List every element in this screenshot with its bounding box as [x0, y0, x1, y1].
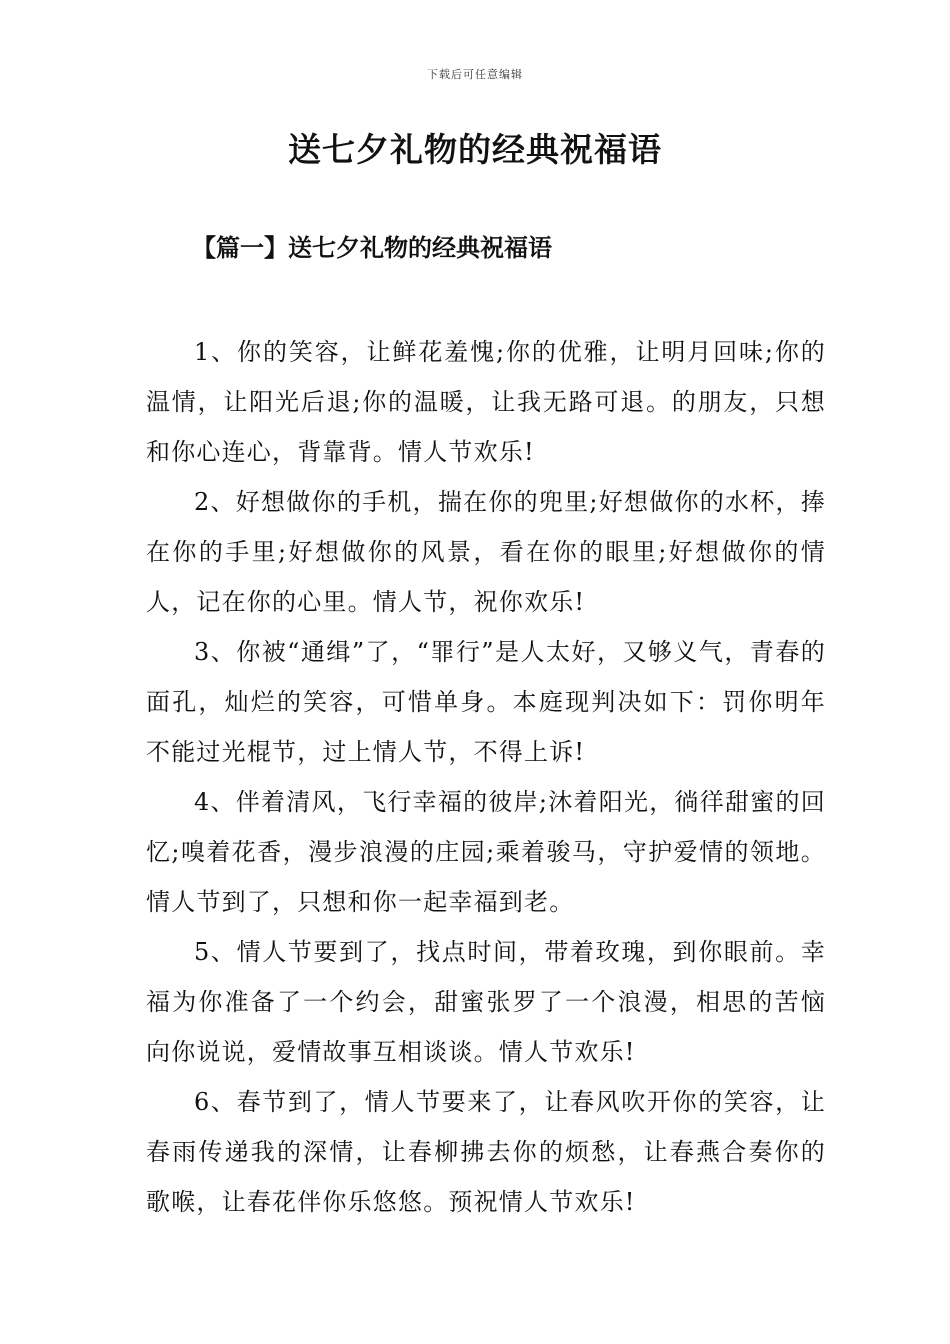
section-heading: 【篇一】送七夕礼物的经典祝福语 — [192, 233, 552, 262]
paragraph-5: 5、情人节要到了，找点时间，带着玫瑰，到你眼前。幸福为你准备了一个约会，甜蜜张罗了一个浪漫，相思的苦恼向你说说，爱情故事互相谈谈。情人节欢乐! — [146, 938, 826, 1066]
paragraph-1: 1、你的笑容，让鲜花羞愧;你的优雅，让明月回味;你的温情，让阳光后退;你的温暖，让我无路可退。的朋友，只想和你心连心，背靠背。情人节欢乐! — [146, 338, 826, 466]
paragraph-4: 4、伴着清风，飞行幸福的彼岸;沐着阳光，徜徉甜蜜的回忆;嗅着花香，漫步浪漫的庄园;乘着骏马，守护爱情的领地。情人节到了，只想和你一起幸福到老。 — [146, 788, 826, 916]
document-title: 送七夕礼物的经典祝福语 — [288, 130, 662, 169]
paragraph-6: 6、春节到了，情人节要来了，让春风吹开你的笑容，让春雨传递我的深情，让春柳拂去你的烦愁，让春燕合奏你的歌喉，让春花伴你乐悠悠。预祝情人节欢乐! — [146, 1088, 826, 1216]
header-note: 下载后可任意编辑 — [427, 68, 523, 81]
document-body — [146, 327, 826, 1227]
paragraph-2: 2、好想做你的手机，揣在你的兜里;好想做你的水杯，捧在你的手里;好想做你的风景，看在你的眼里;好想做你的情人，记在你的心里。情人节，祝你欢乐! — [146, 488, 826, 616]
paragraph-3: 3、你被“通缉”了，“罪行”是人太好，又够义气，青春的面孔，灿烂的笑容，可惜单身。本庭现判决如下：罚你明年不能过光棍节，过上情人节，不得上诉! — [146, 638, 826, 766]
